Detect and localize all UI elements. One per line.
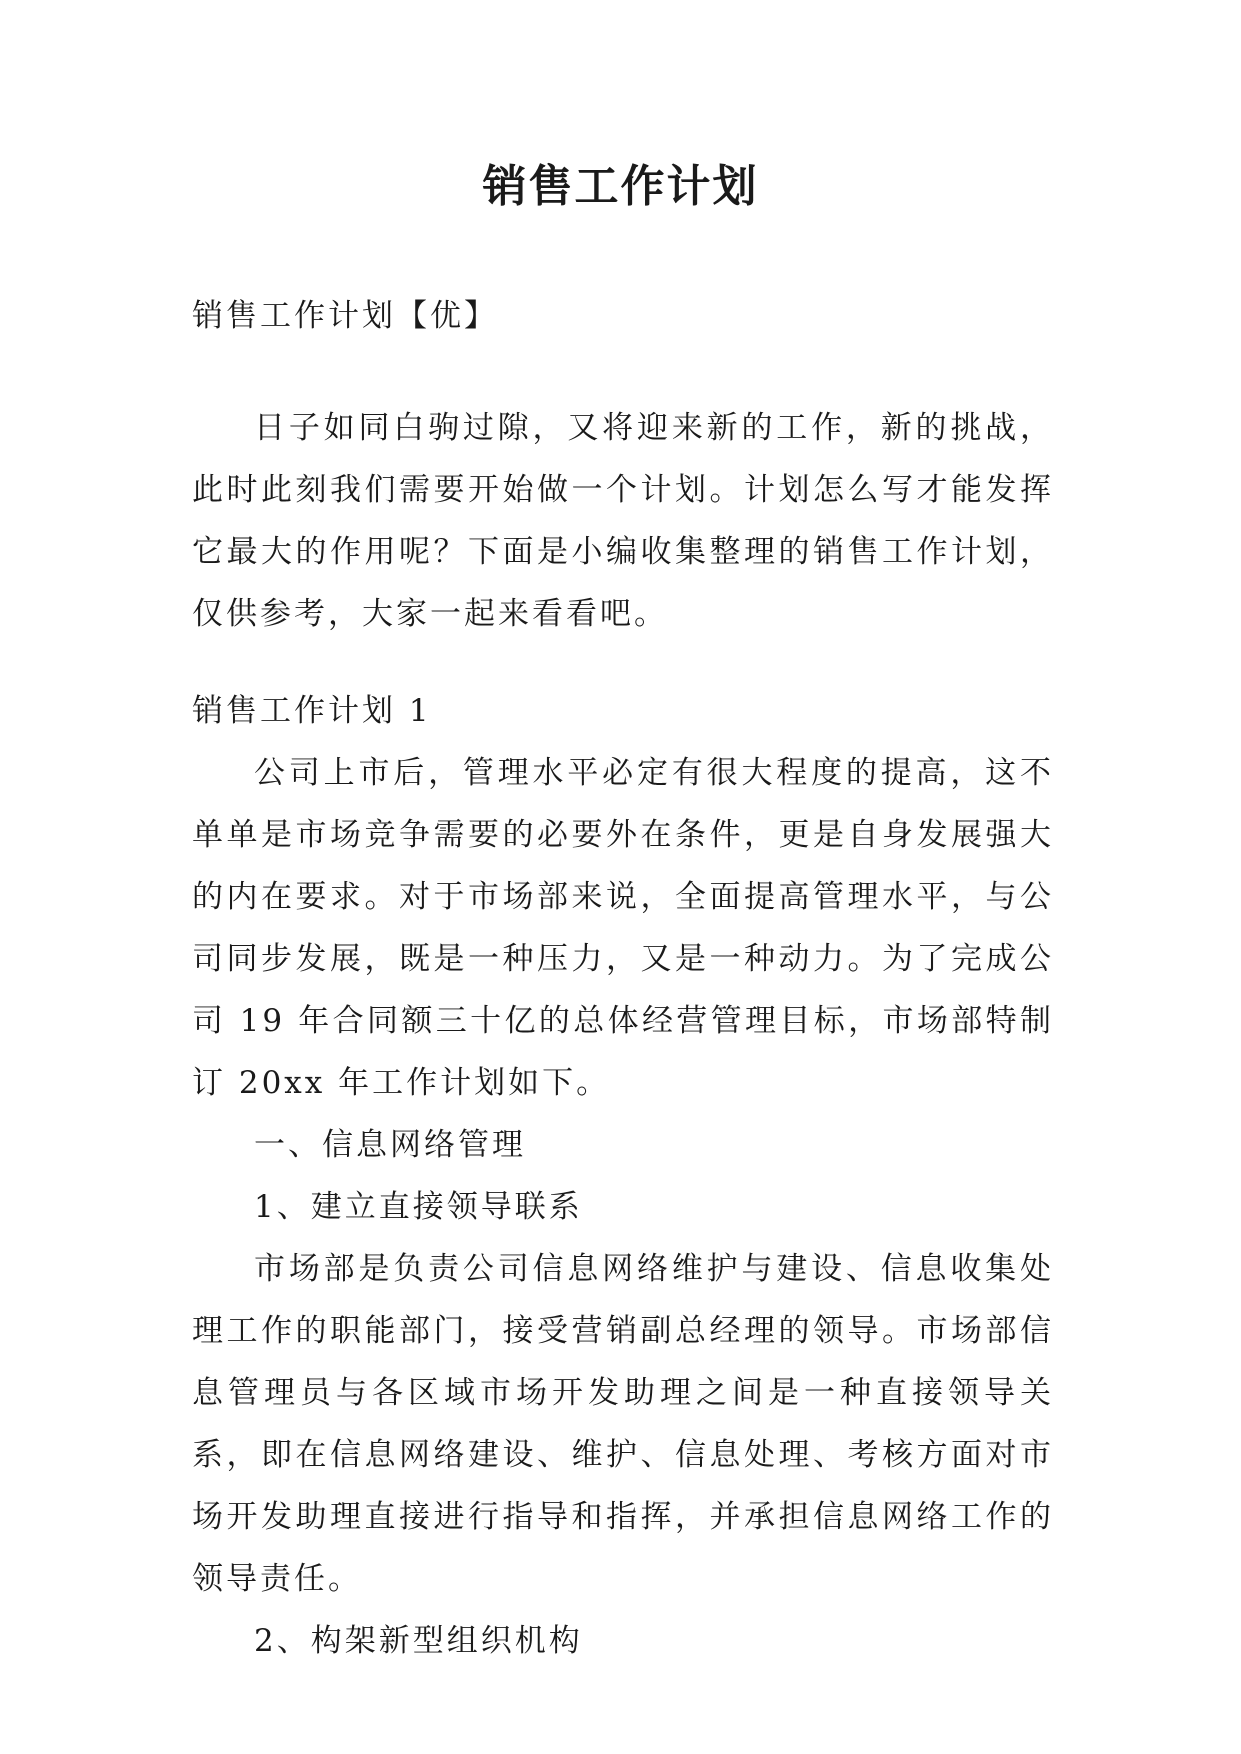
document-subtitle: 销售工作计划【优】 <box>192 298 498 334</box>
paragraph-market-department: 市场部是负责公司信息网络维护与建设、信息收集处理工作的职能部门，接受营销副总经理的领导。市场部信息管理员与各区域市场开发助理之间是一种直接领导关系，即在信息网络建设、维护、信息处理、考核方面对市场开发助理直接进行指导和指挥，并承担信息网络工作的领导责任。 <box>192 1251 1054 1597</box>
heading-information-network: 一、信息网络管理 <box>254 1127 526 1163</box>
spacer <box>192 645 1054 680</box>
document-title: 销售工作计划 <box>482 161 759 212</box>
intro-paragraph: 日子如同白驹过隙，又将迎来新的工作，新的挑战，此时此刻我们需要开始做一个计划。计划怎么写才能发挥它最大的作用呢？下面是小编收集整理的销售工作计划，仅供参考，大家一起来看看吧。 <box>192 410 1054 632</box>
document-body <box>192 285 1054 1672</box>
subheading-new-organization: 2、构架新型组织机构 <box>254 1623 583 1659</box>
spacer <box>192 347 1054 397</box>
subheading-direct-leadership: 1、建立直接领导联系 <box>254 1189 583 1225</box>
section-heading: 销售工作计划 1 <box>192 693 432 729</box>
section-paragraph: 公司上市后，管理水平必定有很大程度的提高，这不单单是市场竞争需要的必要外在条件，更是自身发展强大的内在要求。对于市场部来说，全面提高管理水平，与公司同步发展，既是一种压力，又是一种动力。为了完成公司 19 年合同额三十亿的总体经营管理目标，市场部特制订 20xx 年工作计划如下。 <box>192 755 1054 1101</box>
